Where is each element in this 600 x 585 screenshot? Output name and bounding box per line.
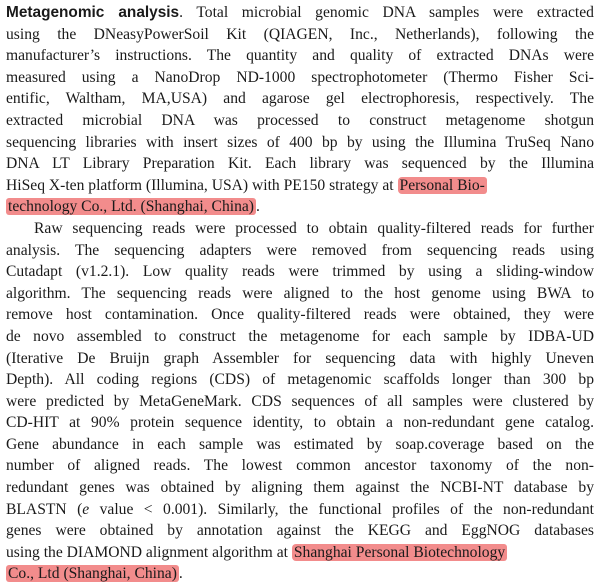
paragraph-line: extracted microbial DNA was processed to construct metagenome shotgun: [6, 111, 594, 129]
evalue-italic: e: [82, 500, 90, 518]
highlight-annotation[interactable]: Personal Bio-: [399, 176, 485, 194]
paragraph-line: algorithm. The sequencing reads were aligned to the host genome using BWA to: [6, 284, 594, 302]
paragraph-line: entific, Waltham, MA,USA) and agarose gel electrophoresis, respectively. The: [6, 90, 594, 108]
highlight-annotation[interactable]: Co., Ltd (Shanghai, China): [8, 565, 177, 583]
paragraph-line: de novo assembled to construct the metagenome for each sample by IDBA-UD: [6, 327, 594, 345]
paragraph-line: Gene abundance in each sample was estimated by soap.coverage based on the: [6, 435, 594, 453]
paragraph-line: CD-HIT at 90% protein sequence identity, to obtain a non-redundant gene catalog.: [6, 414, 594, 432]
paragraph-line: manufacturer’s instructions. The quantity and quality of extracted DNAs were: [6, 47, 594, 65]
paragraph-line: BLASTN (e value < 0.001). Similarly, the functional profiles of the non-redundant: [6, 500, 594, 518]
paragraph-line: remove host contamination. Once quality-filtered reads were obtained, they were: [6, 306, 594, 324]
paragraph-line: using the DNeasyPowerSoil Kit (QIAGEN, Inc., Netherlands), following the: [6, 25, 594, 43]
paragraph-line: measured using a NanoDrop ND-1000 spectrophotometer (Thermo Fisher Sci-: [6, 68, 594, 86]
paragraph-2: [6, 218, 594, 585]
highlight-annotation[interactable]: Shanghai Personal Biotechnology: [293, 543, 506, 561]
paragraph-line: sequencing libraries with insert sizes of 400 bp by using the Illumina TruSeq Nano: [6, 133, 594, 151]
paragraph-line: Depth). All coding regions (CDS) of metagenomic scaffolds longer than 300 bp: [6, 371, 594, 389]
paragraph-line: genes were obtained by annotation against the KEGG and EggNOG databases: [6, 522, 594, 540]
paragraph-line: were predicted by MetaGeneMark. CDS sequences of all samples were clustered by: [6, 392, 594, 410]
paragraph-line: DNA LT Library Preparation Kit. Each library was sequenced by the Illumina: [6, 155, 594, 173]
paragraph-line: HiSeq X-ten platform (Illumina, USA) with PE150 strategy at Personal Bio-: [6, 176, 485, 194]
highlight-annotation[interactable]: technology Co., Ltd. (Shanghai, China): [8, 198, 254, 216]
paragraph-line: Raw sequencing reads were processed to obtain quality-filtered reads for further: [34, 219, 594, 237]
paragraph-line: (Iterative De Bruijn graph Assembler for sequencing data with highly Uneven: [6, 349, 594, 367]
paragraph-line: analysis. The sequencing adapters were removed from sequencing reads using: [6, 241, 594, 259]
paragraph-line: technology Co., Ltd. (Shanghai, China) .: [8, 198, 260, 216]
section-heading: Metagenomic analysis: [6, 4, 180, 21]
paragraph-line: Co., Ltd (Shanghai, China) .: [8, 565, 183, 583]
paragraph-line: number of aligned reads. The lowest common ancestor taxonomy of the non-: [6, 457, 594, 475]
paragraph-line: using the DIAMOND alignment algorithm at Shanghai Personal Biotechnology: [6, 543, 506, 561]
paragraph-line: redundant genes was obtained by aligning them against the NCBI-NT database by: [6, 479, 594, 497]
paragraph-line: Metagenomic analysis. Total microbial genomic DNA samples were extracted: [6, 4, 594, 21]
paragraph-line: Cutadapt (v1.2.1). Low quality reads were trimmed by using a sliding-window: [6, 263, 594, 281]
paragraph-1: [6, 2, 594, 218]
